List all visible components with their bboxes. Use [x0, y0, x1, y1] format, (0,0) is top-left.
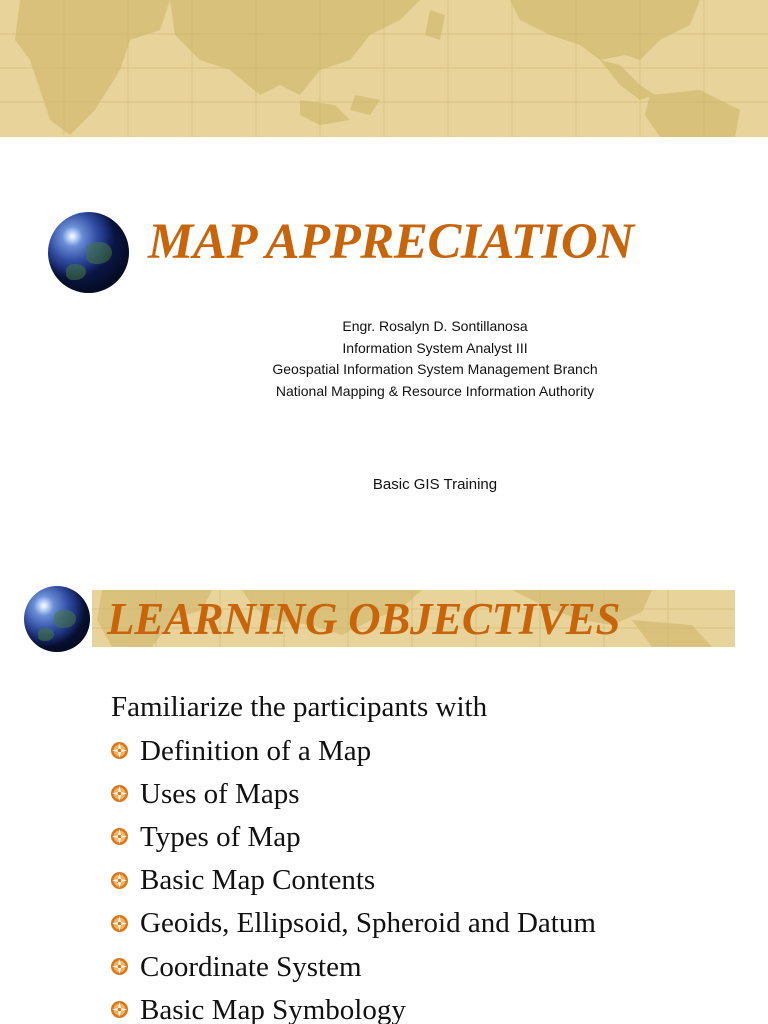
author-block [235, 316, 635, 402]
objective-text: Definition of a Map [140, 734, 372, 767]
objective-text: Basic Map Contents [140, 864, 376, 897]
objective-text: Geoids, Ellipsoid, Spheroid and Datum [140, 907, 596, 940]
slide-title: LEARNING OBJECTIVES [107, 594, 621, 644]
compass-bullet-icon [110, 957, 129, 976]
objective-item [110, 945, 596, 988]
objective-item [110, 859, 596, 902]
compass-bullet-icon [110, 1000, 129, 1019]
objectives-list [110, 729, 596, 1024]
globe-icon [48, 212, 129, 293]
objective-item [110, 902, 596, 945]
compass-bullet-icon [110, 784, 129, 803]
compass-bullet-icon [110, 914, 129, 933]
compass-bullet-icon [110, 827, 129, 846]
objective-text: Coordinate System [140, 950, 362, 983]
author-name: Engr. Rosalyn D. Sontillanosa [342, 318, 528, 334]
world-map-banner [0, 0, 768, 137]
training-label: Basic GIS Training [372, 476, 498, 493]
objective-text: Uses of Maps [140, 777, 300, 810]
objective-item [110, 815, 596, 858]
compass-bullet-icon [110, 871, 129, 890]
compass-bullet-icon [110, 741, 129, 760]
objective-item [110, 729, 596, 772]
author-branch: Geospatial Information System Management Branch [272, 361, 598, 377]
objectives-intro: Familiarize the participants with [111, 691, 488, 723]
objective-text: Types of Map [140, 820, 301, 853]
objective-item [110, 988, 596, 1024]
objective-text: Basic Map Symbology [140, 993, 406, 1024]
author-position: Information System Analyst III [342, 339, 528, 356]
author-agency: National Mapping & Resource Information Authority [275, 382, 595, 399]
globe-icon [24, 586, 90, 652]
objective-item [110, 772, 596, 815]
presentation-title: MAP APPRECIATION [148, 214, 634, 270]
